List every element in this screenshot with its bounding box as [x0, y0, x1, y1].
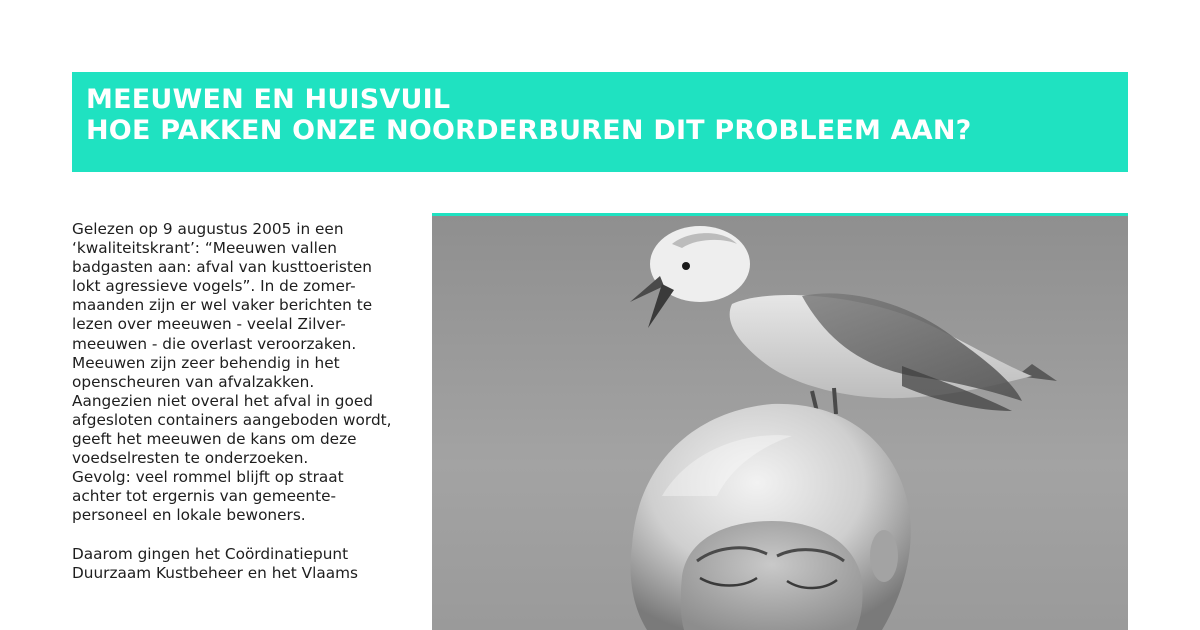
body-line: lezen over meeuwen - veelal Zilver- — [72, 315, 346, 334]
article-title-line-2: HOE PAKKEN ONZE NOORDERBUREN DIT PROBLEEM AAN? — [86, 115, 972, 146]
body-line: maanden zijn er wel vaker berichten te — [72, 296, 373, 315]
body-line: geeft het meeuwen de kans om deze — [72, 430, 357, 449]
body-line: achter tot ergernis van gemeente- — [72, 487, 337, 506]
body-line: meeuwen - die overlast veroorzaken. — [72, 334, 357, 353]
body-line: Gelezen op 9 augustus 2005 in een — [72, 220, 344, 238]
body-line: Meeuwen zijn zeer behendig in het — [72, 353, 340, 372]
body-line: Gevolg: veel rommel blijft op straat — [72, 468, 344, 487]
header-banner — [72, 72, 1128, 172]
body-line: badgasten aan: afval van kusttoeristen — [72, 258, 372, 277]
article-title-line-1: MEEUWEN EN HUISVUIL — [86, 84, 451, 115]
article-body — [72, 220, 402, 583]
paragraph-gap — [72, 526, 402, 545]
body-line: Duurzaam Kustbeheer en het Vlaams — [72, 563, 358, 582]
gull-on-child-photo — [432, 216, 1128, 630]
body-line: Daarom gingen het Coördinatiepunt — [72, 544, 349, 563]
body-line: afgesloten containers aangeboden wordt, — [72, 410, 392, 429]
body-line: voedselresten te onderzoeken. — [72, 449, 309, 468]
body-line: lokt agressieve vogels”. In de zomer- — [72, 277, 356, 296]
body-line: Aangezien niet overal het afval in goed — [72, 391, 373, 410]
body-line: ‘kwaliteitskrant’: “Meeuwen vallen — [72, 239, 337, 258]
body-line: openscheuren van afvalzakken. — [72, 372, 315, 391]
body-line: personeel en lokale bewoners. — [72, 506, 306, 525]
photo-illustration — [432, 216, 1128, 630]
